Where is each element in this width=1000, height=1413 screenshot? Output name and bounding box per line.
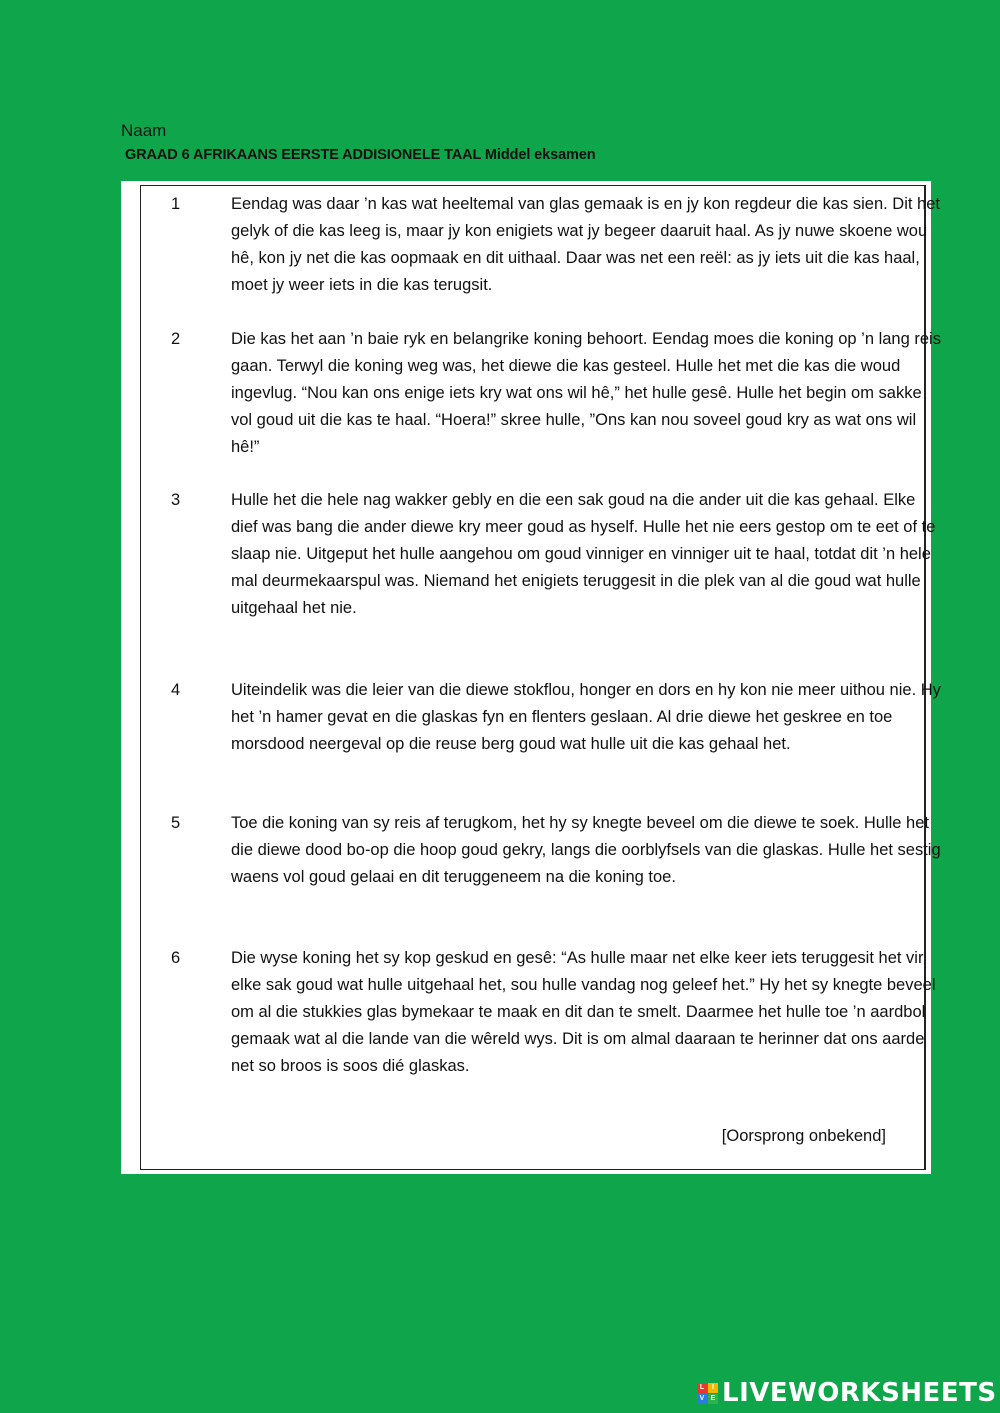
source-attribution: [Oorsprong onbekend] bbox=[721, 1127, 886, 1145]
paragraph-number: 2 bbox=[171, 330, 181, 348]
paragraph-text: Die kas het aan ’n baie ryk en belangrike koning behoort. Eendag moes die koning op ’n lang reis gaan. Terwyl die koning weg was, het diewe die kas gesteel. Hulle het met die kas die woud ingevlug. “Nou kan ons enige iets kry wat ons wil hê,” het hulle gesê. Hulle het begin om sakke vol goud uit die kas te haal. “Hoera!” skree hulle, ”Ons kan nou soveel goud kry as wat ons wil hê!” bbox=[231, 330, 941, 456]
reading-passage-sheet bbox=[121, 181, 941, 1174]
liveworksheets-logo[interactable] bbox=[697, 1378, 997, 1408]
paragraph-text: Uiteindelik was die leier van die diewe stokflou, honger en dors en hy kon nie meer uithou nie. Hy het ’n hamer gevat en die glaskas fyn en flenters geslaan. Al drie diewe het geskree en toe morsdood neergeval op die reuse berg goud wat hulle uit die kas gehaal het. bbox=[231, 681, 941, 753]
paragraph-number: 3 bbox=[171, 491, 181, 509]
logo-icon-tile: L bbox=[697, 1383, 707, 1393]
passage-frame bbox=[140, 185, 941, 1170]
logo-text: LIVEWORKSHEETS bbox=[722, 1378, 997, 1408]
logo-icon-tile: I bbox=[708, 1383, 718, 1393]
logo-icon-tile: V bbox=[697, 1394, 707, 1404]
paragraph-number: 5 bbox=[171, 814, 181, 832]
paragraph-number: 4 bbox=[171, 681, 181, 699]
paragraph-text: Eendag was daar ’n kas wat heeltemal van glas gemaak is en jy kon regdeur die kas sien. Dit het gelyk of die kas leeg is, maar jy kon enigiets wat jy begeer daaruit haal. As jy nuwe skoene wou hê, kon jy net die kas oopmaak en dit uithaal. Daar was net een reël: as jy iets uit die kas haal, moet jy weer iets in die kas terugsit. bbox=[231, 195, 940, 294]
paragraph-text: Hulle het die hele nag wakker gebly en die een sak goud na die ander uit die kas gehaal. Elke dief was bang die ander diewe kry meer goud as hyself. Hulle het nie eers gestop om te eet of te slaap nie. Uitgeput het hulle aangehou om goud vinniger en vinniger uit te haal, totdat dit ’n hele mal deurmekaarspul was. Niemand het enigiets teruggesit in die plek van al die goud wat hulle uitgehaal het nie. bbox=[231, 491, 936, 617]
paragraph-number: 1 bbox=[171, 195, 181, 213]
page-title: GRAAD 6 AFRIKAANS EERSTE ADDISIONELE TAAL Middel eksamen bbox=[125, 147, 596, 163]
paragraph-text: Die wyse koning het sy kop geskud en gesê: “As hulle maar net elke keer iets teruggesit het vir elke sak goud wat hulle uitgehaal het, sou hulle vandag nog geleef het.” Hy het sy knegte beveel om al die stukkies glas bymekaar te maak en dit dan te smelt. Daarmee het hulle toe ’n aardbol gemaak wat al die lande van die wêreld wys. Dit is om almal daaraan te herinner dat ons aarde net so broos is soos dié glaskas. bbox=[231, 949, 936, 1075]
paragraph-text: Toe die koning van sy reis af terugkom, het hy sy knegte beveel om die diewe te soek. Hulle het die diewe dood bo-op die hoop goud gekry, langs die oorblyfsels van die glaskas. Hulle het sestig waens vol goud gelaai en dit teruggeneem na die koning toe. bbox=[231, 814, 941, 886]
paragraph-number: 6 bbox=[171, 949, 181, 967]
name-label: Naam bbox=[121, 121, 167, 140]
logo-icon-tile: E bbox=[708, 1394, 718, 1404]
logo-icon bbox=[697, 1383, 718, 1404]
